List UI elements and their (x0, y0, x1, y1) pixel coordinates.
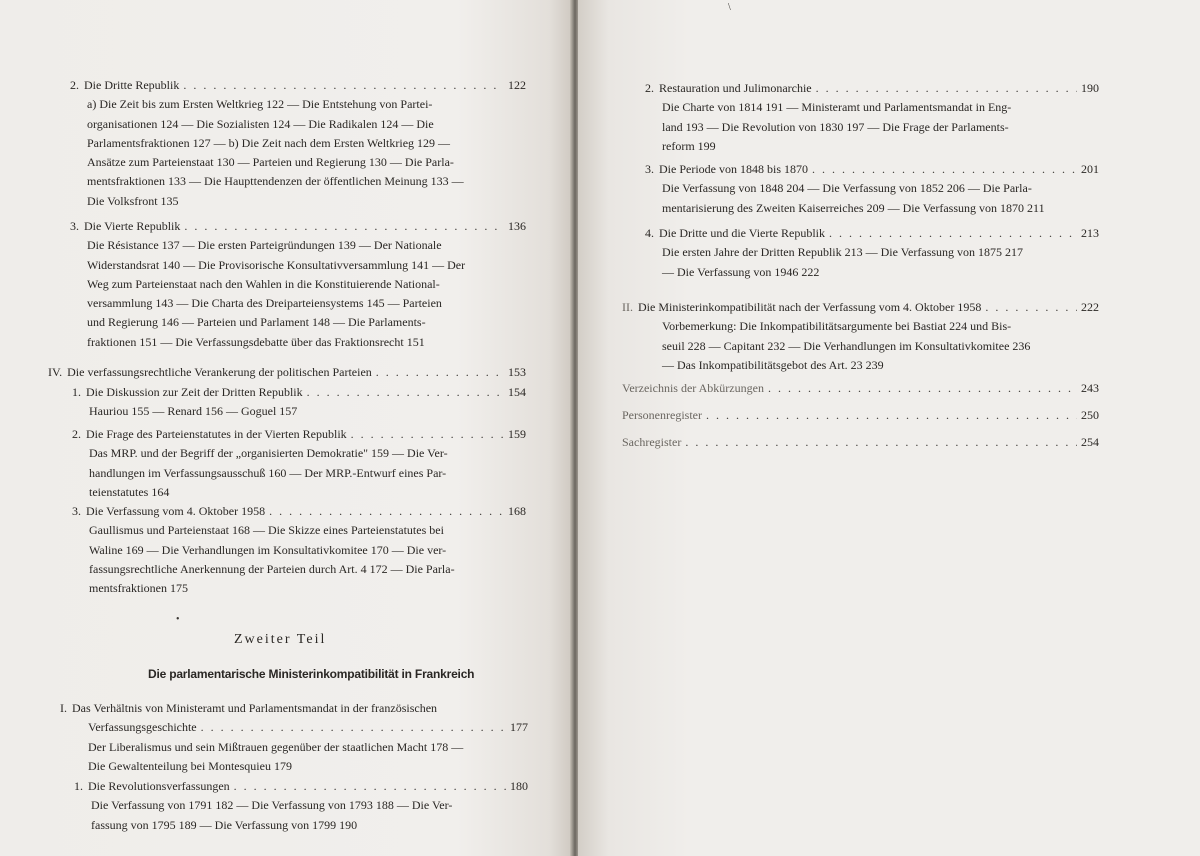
description-line: Widerstandsrat 140 — Die Provisorische Konsultativversammlung 141 — Der (87, 257, 466, 272)
entry-description (72, 521, 526, 598)
ink-mark: • (176, 614, 180, 625)
description-line: Waline 169 — Die Verhandlungen im Konsultativkomitee 170 — Die ver- (89, 542, 447, 557)
description-line: fraktionen 151 — Die Verfassungsdebatte über das Fraktionsrecht 151 (87, 334, 425, 349)
entry-title: Die Diskussion zur Zeit der Dritten Republik (86, 385, 303, 399)
toc-entry (48, 363, 526, 382)
description-line: a) Die Zeit bis zum Ersten Weltkrieg 122 — Die Entstehung von Partei- (87, 97, 433, 112)
entry-number: 2. (645, 81, 654, 95)
description-line: versammlung 143 — Die Charta des Dreiparteiensystems 145 — Parteien (87, 296, 442, 311)
description-line: Die Volksfront 135 (87, 193, 179, 208)
entry-description (70, 95, 526, 211)
part-title: Zweiter Teil (234, 632, 327, 647)
page-number: 168 (508, 504, 526, 518)
description-line: reform 199 (662, 138, 716, 153)
description-line: handlungen im Verfassungsausschuß 160 — Der MRP.-Entwurf eines Par- (89, 465, 447, 480)
entry-description (70, 236, 526, 352)
toc-entry (645, 79, 1099, 156)
page-number: 122 (508, 78, 526, 92)
entry-description (645, 98, 1099, 156)
toc-entry (622, 379, 1099, 398)
toc-entry (70, 217, 526, 352)
entry-number: IV. (48, 365, 63, 379)
entry-title: Die Periode von 1848 bis 1870 (659, 162, 808, 176)
entry-number: 3. (70, 219, 79, 233)
entry-title: Das Verhältnis von Ministeramt und Parlamentsmandat in der französischen (72, 701, 438, 715)
description-line: land 193 — Die Revolution von 1830 197 — Die Frage der Parlaments- (662, 119, 1009, 134)
entry-title: Sachregister (622, 435, 682, 449)
page-number: 243 (1081, 381, 1099, 395)
entry-number: 3. (645, 162, 654, 176)
entry-number: II. (622, 300, 633, 314)
page-number: 154 (508, 385, 526, 399)
description-line: Hauriou 155 — Renard 156 — Goguel 157 (89, 404, 298, 419)
entry-number: 4. (645, 226, 654, 240)
entry-title: Die Vierte Republik (84, 219, 181, 233)
description-line: Ansätze zum Parteienstaat 130 — Parteien und Regierung 130 — Die Parla- (87, 155, 454, 170)
toc-entry (72, 425, 526, 502)
entry-number: I. (60, 701, 67, 715)
description-line: Die Verfassung von 1791 182 — Die Verfassung von 1793 188 — Die Ver- (91, 798, 453, 813)
description-line: Der Liberalismus und sein Mißtrauen gegenüber der staatlichen Macht 178 — (88, 739, 464, 754)
description-line: fassung von 1795 189 — Die Verfassung von 1799 190 (91, 817, 358, 832)
entry-description (645, 243, 1099, 282)
page-number: 190 (1081, 81, 1099, 95)
entry-title: Die Verfassung vom 4. Oktober 1958 (86, 504, 266, 518)
page-number: 250 (1081, 408, 1099, 422)
description-line: mentsfraktionen 175 (89, 581, 188, 596)
page-number: 180 (510, 779, 528, 793)
entry-description (60, 738, 528, 777)
toc-entry (645, 224, 1099, 282)
toc-entry (60, 699, 528, 776)
page-number: 159 (508, 427, 526, 441)
entry-title: Die Revolutionsverfassungen (88, 779, 230, 793)
entry-title: Die verfassungsrechtliche Verankerung der politischen Parteien (67, 365, 372, 379)
description-line: — Das Inkompatibilitätsgebot des Art. 23 239 (662, 357, 884, 372)
description-line: Die ersten Jahre der Dritten Republik 213 — Die Verfassung von 1875 217 (662, 245, 1024, 260)
entry-title: Die Dritte und die Vierte Republik (659, 226, 826, 240)
entry-number: 2. (70, 78, 79, 92)
entry-title: Personenregister (622, 408, 702, 422)
left-page (0, 0, 572, 856)
toc-entry (74, 777, 528, 835)
description-line: Die Charte von 1814 191 — Ministeramt und Parlamentsmandat in Eng- (662, 100, 1012, 115)
page-number: 136 (508, 219, 526, 233)
toc-entry (72, 502, 526, 598)
description-line: Gaullismus und Parteienstaat 168 — Die Skizze eines Parteienstatutes bei (89, 523, 444, 538)
toc-entry (622, 433, 1099, 452)
entry-title: Die Dritte Republik (84, 78, 180, 92)
description-line: Weg zum Parteienstaat nach den Wahlen in die Konstituierende National- (87, 276, 440, 291)
description-line: Die Résistance 137 — Die ersten Parteigründungen 139 — Der Nationale (87, 238, 442, 253)
entry-number: 3. (72, 504, 81, 518)
entry-description (74, 796, 528, 835)
page-number: 222 (1081, 300, 1099, 314)
ink-mark: \ (728, 2, 731, 13)
right-page (578, 0, 1200, 856)
page-number: 153 (508, 365, 526, 379)
description-line: teienstatutes 164 (89, 484, 170, 499)
entry-title: Verzeichnis der Abkürzungen (622, 381, 764, 395)
description-line: — Die Verfassung von 1946 222 (662, 264, 820, 279)
description-line: mentsfraktionen 133 — Die Haupttendenzen der öffentlichen Meinung 133 — (87, 174, 464, 189)
page-number: 254 (1081, 435, 1099, 449)
part-subtitle: Die parlamentarische Ministerinkompatibilität in Frankreich (148, 667, 475, 681)
page-number: 177 (510, 720, 528, 735)
description-line: organisationen 124 — Die Sozialisten 124 — Die Radikalen 124 — Die (87, 116, 434, 131)
entry-description (72, 402, 526, 421)
description-line: fassungsrechtliche Anerkennung der Parteien durch Art. 4 172 — Die Parla- (89, 561, 455, 576)
toc-entry (70, 76, 526, 211)
entry-title: Restauration und Julimonarchie (659, 81, 812, 95)
description-line: Die Verfassung von 1848 204 — Die Verfassung von 1852 206 — Die Parla- (662, 181, 1032, 196)
entry-description (622, 317, 1099, 375)
description-line: Parlamentsfraktionen 127 — b) Die Zeit nach dem Ersten Weltkrieg 129 — (87, 135, 451, 150)
entry-title: Die Ministerinkompatibilität nach der Verfassung vom 4. Oktober 1958 (638, 300, 982, 314)
page-number: 201 (1081, 162, 1099, 176)
entry-number: 2. (72, 427, 81, 441)
description-line: Das MRP. und der Begriff der „organisierten Demokratie" 159 — Die Ver- (89, 446, 448, 461)
description-line: Die Gewaltenteilung bei Montesquieu 179 (88, 758, 292, 773)
entry-description (72, 444, 526, 502)
description-line: Vorbemerkung: Die Inkompatibilitätsargumente bei Bastiat 224 und Bis- (662, 319, 1012, 334)
description-line: seuil 228 — Capitant 232 — Die Verhandlungen im Konsultativkomitee 236 (662, 338, 1031, 353)
toc-entry (645, 160, 1099, 218)
page-number: 213 (1081, 226, 1099, 240)
description-line: mentarisierung des Zweiten Kaiserreiches 209 — Die Verfassung von 1870 211 (662, 200, 1045, 215)
entry-description (645, 179, 1099, 218)
entry-number: 1. (72, 385, 81, 399)
entry-title: Die Frage des Parteienstatutes in der Vierten Republik (86, 427, 347, 441)
toc-entry (622, 406, 1099, 425)
description-line: und Regierung 146 — Parteien und Parlament 148 — Die Parlaments- (87, 315, 426, 330)
entry-number: 1. (74, 779, 83, 793)
toc-entry (72, 383, 526, 422)
entry-title-continued: Verfassungsgeschichte (88, 720, 197, 735)
toc-entry (622, 298, 1099, 375)
